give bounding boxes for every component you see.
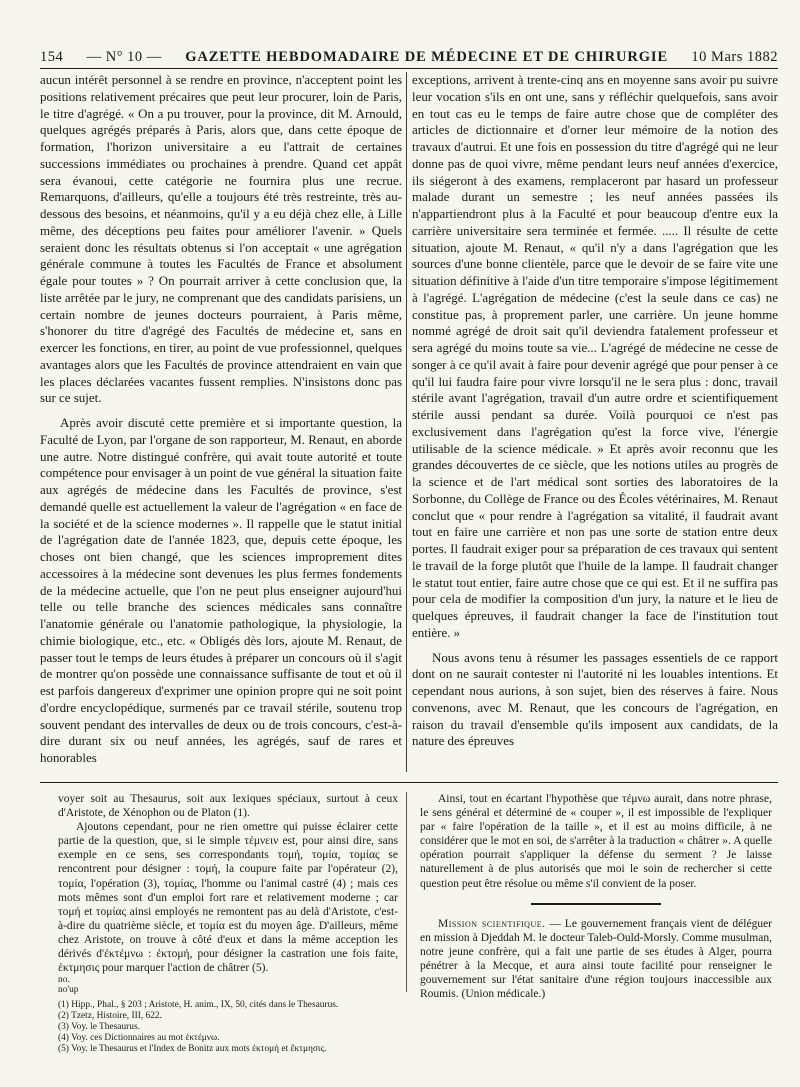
footnote-3: (3) Voy. le Thesaurus. bbox=[58, 1022, 140, 1033]
issue-number: — N° 10 — bbox=[86, 49, 162, 65]
mission-text: — Le gouvernement français vient de déléguer en mission à Djeddah M. le docteur Taleb-Ould-Morsly. Comme musulman, notre jeune confrère, qui a fait une partie de ses études à Alger, pourra pénétrer à la Mecque, et aura ainsi toute facilité pour renseigner le gouvernement sur l'état sanitaire d'une région toujours inaccessible aux Roumis. (Union médicale.) bbox=[420, 917, 773, 1001]
footer-column-divider bbox=[406, 792, 407, 992]
left-paragraph-2: Après avoir discuté cette première et si importante question, la Faculté de Lyon, par l'organe de son rapporteur, M. Renaut, en aborde une autre. Notre distingué confrère, qui avait toute autorité et toute compétence pour envisager à un point de vue général la situation faite aux agrégés de médecine dans les Facultés de province, s'est demandé quelle est actuellement la valeur de l'agrégation « en face de la société et de la science modernes ». Il rappelle que le statut initial de l'agrégation date de l'année 1823, que, depuis cette époque, les choses ont bien changé, que les sciences improprement dites accessoires à la médecine sont devenues les plus fermes fondements de la médecine actuelle, que l'on ne peut plus enseigner aujourd'hui telle ou telle branche des sciences médicales sans connaître l'anatomie générale ou l'anatomie pathologique, la physiologie, la chimie biologique, etc., etc. « Obligés dès lors, ajoute M. Renaut, de passer tout le temps de leurs études à préparer un concours où il s'agit de montrer qu'on possède une connaissance suffisante de tout et où il est parfois dangereux d'exprimer une opinion propre qui ne soit point d'ordre encyclopédique, surmenés par ce travail stérile, soutenu trop souvent pendant des intervalles de deux ou de trois concours, c'est-à-dire durant six ou neuf années, les agrégés, sauf de rares et honorables bbox=[40, 415, 402, 765]
page-number: 154 bbox=[40, 49, 64, 65]
mission-heading: Mission scientifique. bbox=[438, 917, 546, 930]
mission-paragraph bbox=[420, 917, 772, 1002]
footer-left-text-1: voyer soit au Thesaurus, soit aux lexiques spéciaux, surtout à ceux d'Aristote, de Xénophon ou de Platon (1). bbox=[58, 793, 398, 820]
footnote-4: (4) Voy. ces Dictionnaires au mot ἐκτέμνω. bbox=[58, 1033, 220, 1044]
footnote-5: (5) Voy. le Thesaurus et l'Index de Bonitz aux mots ἐκτομή et ἔκτμησις. bbox=[58, 1044, 327, 1055]
section-separator bbox=[531, 903, 661, 905]
fragment-1: no. bbox=[58, 975, 70, 986]
fragment-2: no'up bbox=[58, 985, 79, 996]
footer-left-text-2: Ajoutons cependant, pour ne rien omettre qui puisse éclairer cette partie de la question, que, si le simple τέμνειν est, pour ainsi dire, sans exemple en ce sens, ses correspondants τομή, τομία, τομίας se rencontrent pour désigner : τομή, la coupure faite par l'opérateur (2), τομία, l'opération (3), τομίας, l'homme ou l'animal castré (4) ; mais ces mots mêmes sont d'un emploi fort rare et relativement moderne ; car τομή et τομίας ainsi employés ne remontent pas au delà d'Aristote, c'est-à-dire du quatrième siècle, et τομία est du moyen âge. D'ailleurs, même chez Aristote, on trouve à côté d'eux et dans la même acception les dérivés d'ἐκτέμνω : ἐκτομή, pour désigner la castration une fois faite, ἐκτμησις pour marquer l'action de châtrer (5). bbox=[58, 821, 398, 975]
left-paragraph-1: aucun intérêt personnel à se rendre en province, n'acceptent point les positions relativement précaires que peut leur procurer, loin de Paris, le titre d'agrégé. « On a pu trouver, pour la province, dit M. Arnould, quelques agrégés préparés à Paris, alors que, dans cette époque de formation, l'horizon universitaire a eu l'attrait de certaines successions immédiates ou prochaines à prendre. Quand cet appât sera évanoui, cette catégorie ne fournira plus une recrue. Remarquons, d'ailleurs, qu'elle a toujours été très restreinte, très au-dessous des besoins, et néanmoins, qu'il y a eu déjà chez elle, à Lille même, des déceptions peu faites pour améliorer l'avenir. » Quels seraient donc les résultats obtenus si l'on acceptait « une agrégation générale commune à toutes les Facultés de France et absolument égale pour toutes » ? On pourrait arriver à cette conclusion que, la liste arrêtée par le jury, ne comprenant que des candidats parisiens, un certain nombre de jeunes docteurs pourraient, à Paris même, s'honorer du titre d'agrégé des Facultés de médecine et, sans en exercer les fonctions, en tirer, au point de vue professionnel, quelques avantages alors que les Facultés de province attendraient en vain que les places déclarées vacantes fussent remplies. N'insistons donc pas sur ce sujet. bbox=[40, 72, 402, 406]
footnotes bbox=[58, 1000, 398, 1056]
right-paragraph-2: Nous avons tenu à résumer les passages essentiels de ce rapport dont on ne saurait contester ni l'autorité ni les louables intentions. Et cependant nous aurions, à son sujet, bien des réserves à faire. Nous convenons, avec M. Renaut, que les concours de l'agrégation, en raison du travail d'ensemble qu'ils imposent aux candidats, de la nature des épreuves bbox=[412, 649, 778, 749]
right-paragraph-1: exceptions, arrivent à trente-cinq ans en moyenne sans avoir pu suivre leur vocation s'ils en ont une, sans y réfléchir quelquefois, sans avoir en tout cas eu le temps de faire autre chose que de compléter des articles de dictionnaire et d'orner leur mémoire de la notion des travaux d'autrui. Et une fois en possession du titre d'agrégé qui ne leur donne pas de quoi vivre, même pendant leurs neuf années d'exercice, ils siégeront à des examens, remplaceront par hasard un professeur malade durant un semestre ; les neuf années passées ils n'appartiendront plus à la Faculté et pour beaucoup d'entre eux la carrière universitaire sera terminée et fermée. ..... Il résulte de cette situation, ajoute M. Renaut, « qu'il n'y a dans l'agrégation que les sources d'une bonne clientèle, parce que le devoir de se faire vite une situation définitive à l'aide d'un titre temporaire s'impose légitimement à l'agrégé. L'agrégation de médecine (c'est la seule dans ce cas) ne constitue pas, à proprement parler, une carrière. Un jeune homme nommé agrégé de droit sait qu'il deviendra fatalement professeur et sera agrégé du moins toute sa vie... L'agrégé de médecine ne cesse de songer à ce qu'il avait à faire pour devenir agrégé que pour penser à ce qu'il lui faudra faire pour vivre lorsqu'il ne le sera plus : donc, travail stérile avant l'agrégation, travail d'un autre ordre et scientifiquement stérile aussi pendant sa durée. Voilà pourquoi ce n'est pas exclusivement dans l'agrégation qu'est la force vive, l'énergie utilisable de la science médicale. » Et après avoir reconnu que les grandes découvertes de ce siècle, que les notions utiles au progrès de la science et de l'art médical sont sorties des laboratoires de la Sorbonne, du Collège de France ou des Écoles vétérinaires, M. Renaut conclut que « pour rendre à l'agrégation sa vitalité, il faudrait avant tout en faire une carrière et non pas une sorte de station entre deux portes. Il faudrait exiger pour sa préparation de ces travaux qui sentent le travail de la forge plutôt que l'huile de la lampe. Il faudrait changer le statut tout entier, faire autre chose que ce qui est. Et il ne suffira pas pour cela de modifier la composition d'un jury, la nature et le lieu de quelques épreuves, il faudrait changer la face de l'institution tout entière. » bbox=[412, 72, 778, 640]
left-column bbox=[40, 72, 402, 767]
journal-title: GAZETTE HEBDOMADAIRE DE MÉDECINE ET DE CHIRURGIE bbox=[185, 49, 669, 65]
footer-divider bbox=[40, 782, 778, 783]
page-header bbox=[40, 40, 778, 69]
column-divider bbox=[406, 72, 407, 772]
footer-left-column bbox=[58, 792, 398, 1056]
footer-right-text-1: Ainsi, tout en écartant l'hypothèse que τέμνω aurait, dans notre phrase, le sens général et déterminé de « couper », il est impossible de l'expliquer par « faire l'opération de la taille », et il est au moins difficile, à ne considérer que le mot en soi, de s'arrêter à la traduction « châtrer ». A quelle opération pourrait s'appliquer la défense du serment ? Je laisse naturellement à de plus autorisés que moi le soin de rechercher si cette question peut être résolue ou même s'il convient de la poser. bbox=[420, 793, 772, 890]
footnote-2: (2) Tzetz, Histoire, III, 622. bbox=[58, 1010, 162, 1021]
footnote-1: (1) Hipp., Phal., § 203 ; Aristote, H. anim., IX, 50, cités dans le Thesaurus. bbox=[58, 999, 339, 1010]
issue-date: 10 Mars 1882 bbox=[691, 49, 778, 65]
right-column bbox=[412, 72, 778, 750]
footer-right-column bbox=[420, 792, 772, 1001]
